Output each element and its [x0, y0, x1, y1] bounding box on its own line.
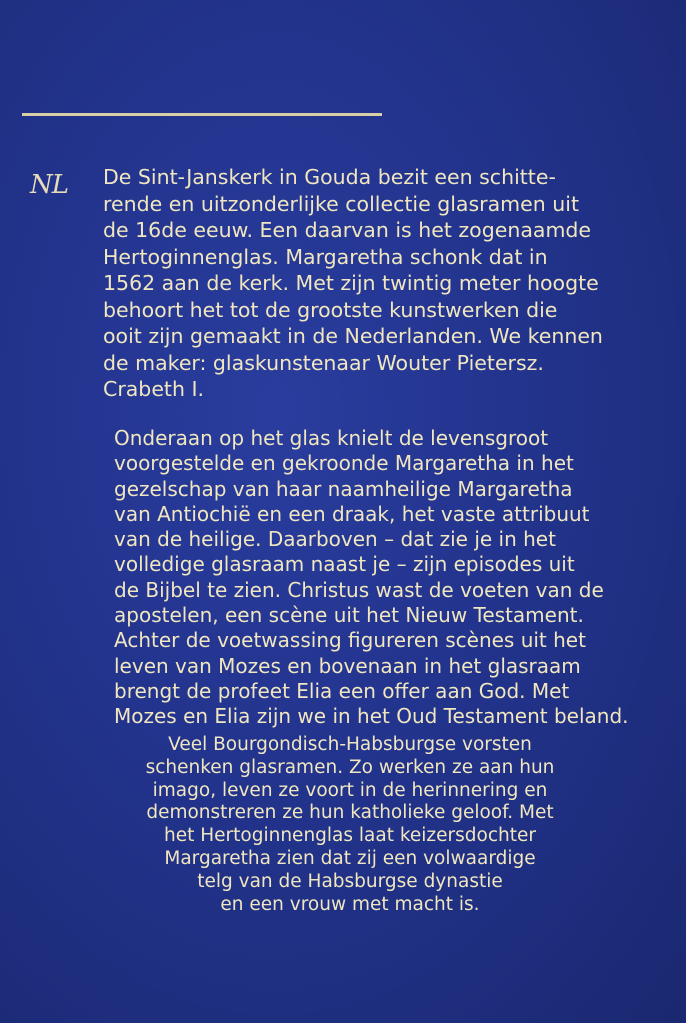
paragraph-intro: De Sint-Janskerk in Gouda bezit een schitte- rende en uitzonderlijke collectie glasramen uit de 16de eeuw. Een daarvan is het zogenaamde Hertoginnenglas. Margaretha schonk dat in 1562 aan de kerk. Met zijn twintig meter hoogte behoort het tot de grootste kunstwerken die ooit zijn gemaakt in de Nederlanden. We kennen de maker: glaskunstenaar Wouter Pietersz. Crabeth I. — [103, 165, 603, 401]
divider-line — [22, 113, 382, 116]
paragraph-context: Veel Bourgondisch-Habsburgse vorsten schenken glasramen. Zo werken ze aan hun imago, leven ze voort in de herinnering en demonstreren ze hun katholieke geloof. Met het Hertoginnenglas laat keizersdochter Margaretha zien dat zij een volwaardige telg van de Habsburgse dynastie en een vrouw met macht is. — [145, 734, 555, 915]
paragraph-description: Onderaan op het glas knielt de levensgroot voorgestelde en gekroonde Margaretha in het gezelschap van haar naamheilige Margaretha van Antiochië en een draak, het vaste attribuut van de heilige. Daarboven – dat zie je in het volledige glasraam naast je – zijn episodes uit de Bijbel te zien. Christus wast de voeten van de apostelen, een scène uit het Nieuw Testament. Achter de voetwassing figureren scènes uit het leven van Mozes en bovenaan in het glasraam brengt de profeet Elia een offer aan God. Met Mozes en Elia zijn we in het Oud Testament beland. — [114, 426, 629, 729]
language-label: NL — [30, 170, 69, 200]
